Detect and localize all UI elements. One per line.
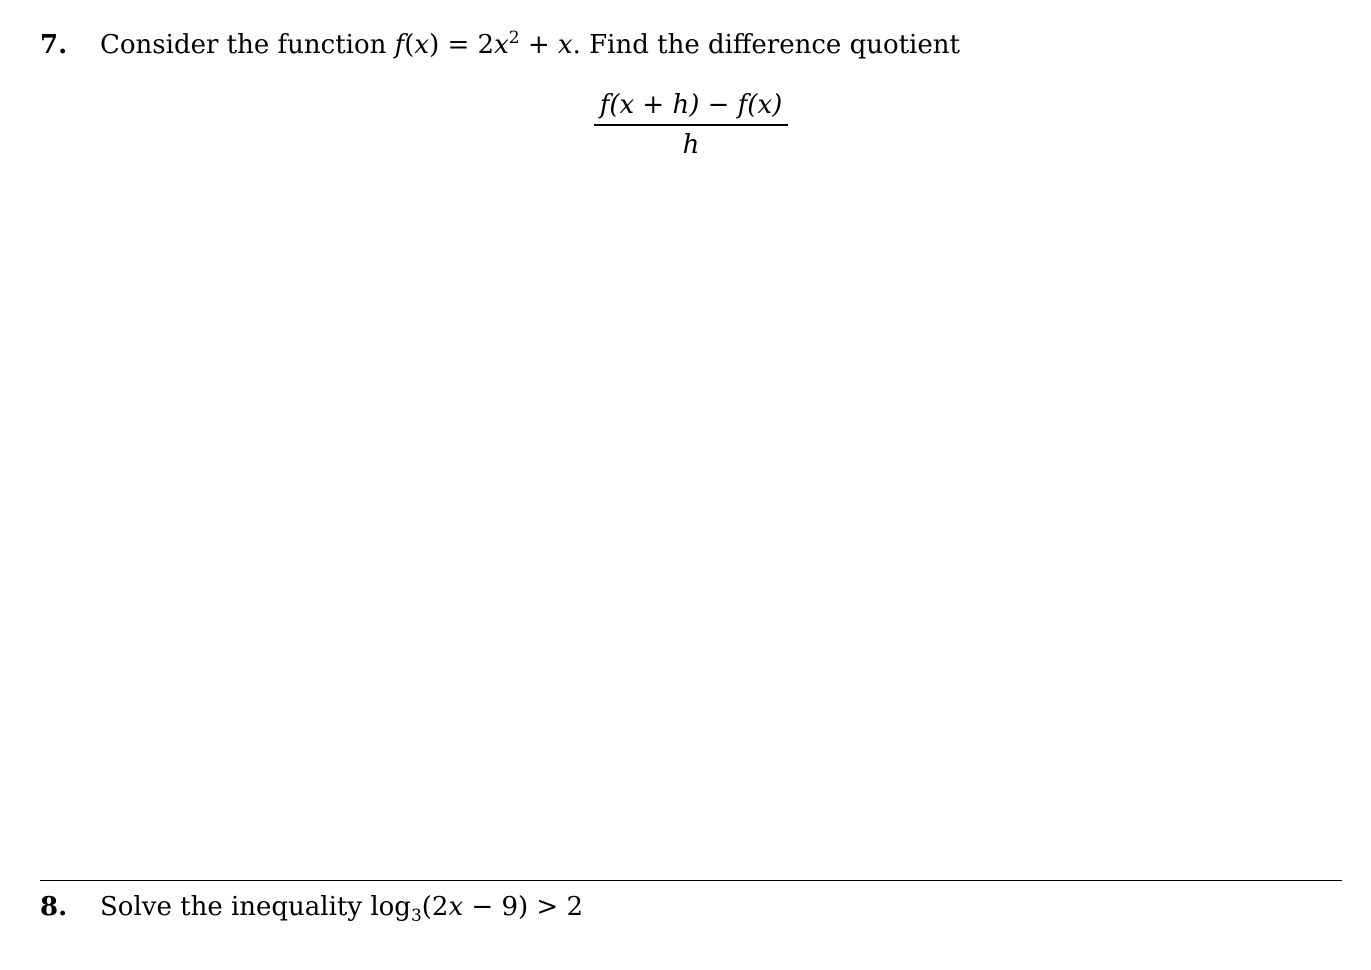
log-base: 3	[410, 906, 422, 926]
problem-number: 8.	[40, 892, 68, 922]
variable-x-squared: x	[494, 30, 509, 60]
expr-rest: − 9) > 2	[463, 892, 583, 922]
variable-x: x	[448, 892, 464, 922]
exponent: 2	[508, 28, 520, 48]
variable-x-linear: x	[557, 30, 573, 60]
problem-statement	[100, 28, 960, 60]
problem-number: 7.	[40, 30, 68, 60]
statement-suffix: . Find the difference quotient	[572, 30, 960, 60]
close-paren: )	[429, 30, 440, 60]
plus-sign: +	[519, 30, 558, 60]
difference-quotient-fraction	[594, 90, 788, 160]
function-name: f	[394, 30, 405, 60]
fraction-numerator: f(x + h) − f(x)	[599, 90, 783, 120]
open-paren: (	[404, 30, 415, 60]
statement-prefix: Consider the function	[100, 30, 395, 60]
statement-prefix: Solve the inequality log	[100, 892, 411, 922]
variable-x: x	[414, 30, 430, 60]
fraction-denominator: h	[682, 129, 700, 160]
problem-statement	[100, 892, 583, 926]
equals-two: = 2	[439, 30, 495, 60]
section-divider	[40, 880, 1342, 881]
expr-open: (2	[421, 892, 449, 922]
